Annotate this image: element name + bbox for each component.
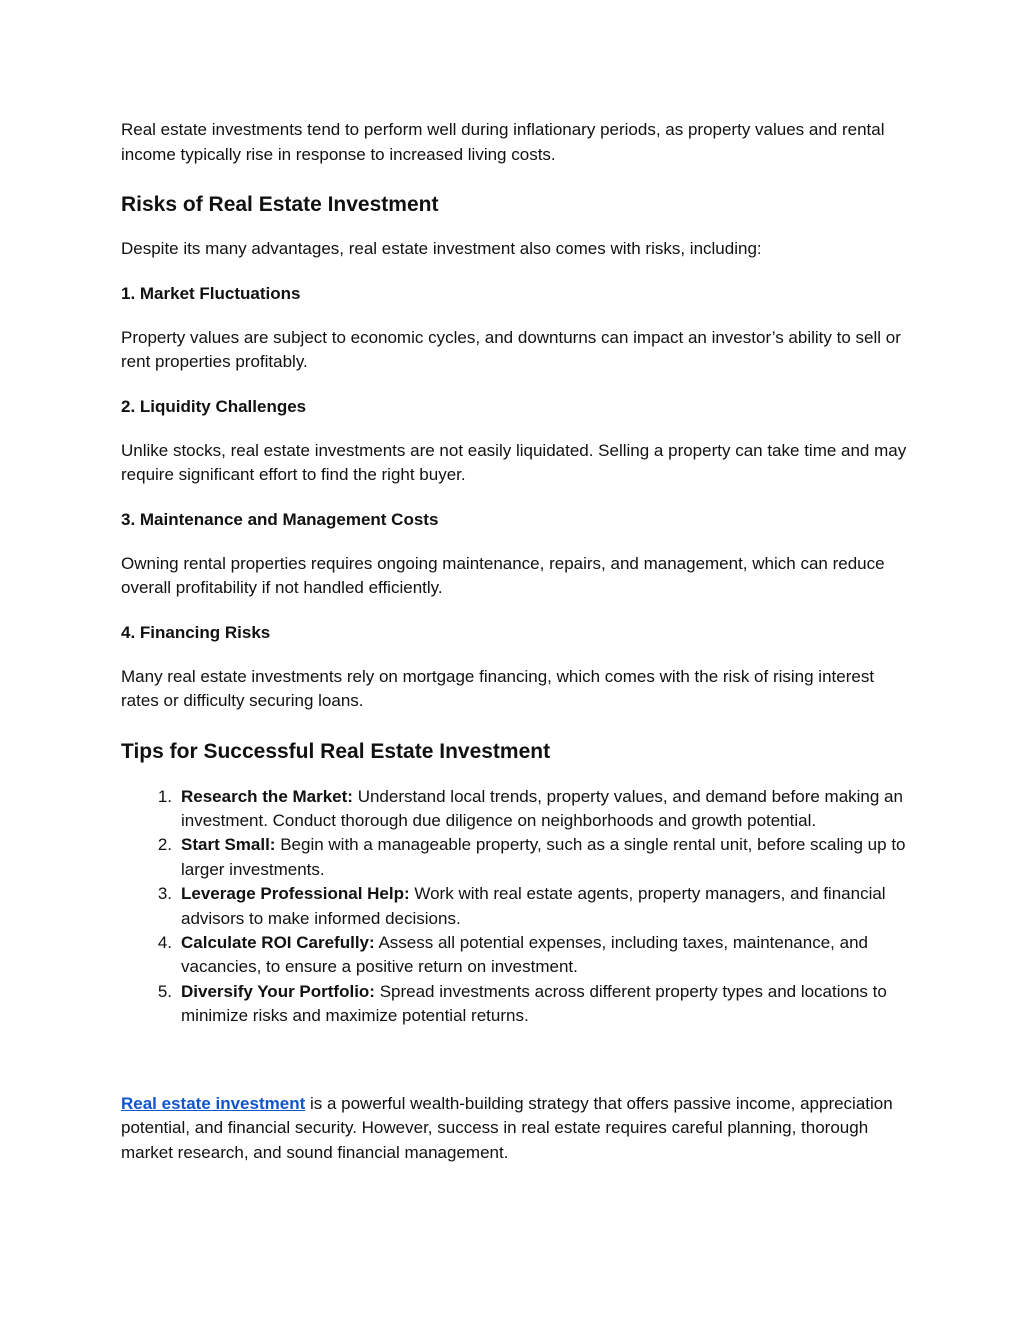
tip-text: Spread investments across different property types and locations to minimize risks and maximize potential returns. [181, 981, 887, 1026]
risk-heading-financing-risks: 4. Financing Risks [121, 622, 271, 642]
intro-paragraph: Real estate investments tend to perform well during inflationary periods, as property values and rental income typically rise in response to increased living costs. [121, 120, 885, 164]
list-number: 4. [157, 932, 172, 952]
risk-text-liquidity-challenges: Unlike stocks, real estate investments are not easily liquidated. Selling a property can take time and may require significant effort to find the right buyer. [121, 440, 907, 484]
conclusion-text: is a powerful wealth-building strategy that offers passive income, appreciation potential, and financial security. However, success in real estate requires careful planning, thorough market research, and sound financial management. [121, 1093, 893, 1162]
tip-text: Understand local trends, property values, and demand before making an investment. Conduct thorough due diligence on neighborhoods and growth potential. [181, 786, 903, 830]
risk-heading-liquidity-challenges: 2. Liquidity Challenges [121, 396, 307, 416]
tips-heading: Tips for Successful Real Estate Investment [121, 739, 551, 763]
tips-list-item [121, 882, 911, 931]
tips-list-item [121, 833, 911, 882]
tips-list-item [121, 931, 911, 980]
tips-list [121, 785, 911, 1029]
risk-heading-market-fluctuations: 1. Market Fluctuations [121, 283, 301, 303]
risks-lead-paragraph: Despite its many advantages, real estate investment also comes with risks, including: [121, 239, 762, 258]
list-number: 1. [157, 786, 172, 806]
tip-text: Begin with a manageable property, such as a single rental unit, before scaling up to larger investments. [181, 835, 906, 879]
list-number: 5. [157, 981, 172, 1001]
risk-text-financing-risks: Many real estate investments rely on mortgage financing, which comes with the risk of rising interest rates or difficulty securing loans. [121, 666, 875, 710]
tip-term: Start Small: [181, 835, 276, 855]
real-estate-investment-link[interactable]: Real estate investment [121, 1093, 306, 1113]
risk-heading-maintenance-costs: 3. Maintenance and Management Costs [121, 509, 439, 529]
document-page [121, 118, 911, 1165]
tip-term: Leverage Professional Help: [181, 884, 410, 904]
risk-text-maintenance-costs: Owning rental properties requires ongoing maintenance, repairs, and management, which can reduce overall profitability if not handled efficiently. [121, 553, 885, 597]
tip-text: Assess all potential expenses, including taxes, maintenance, and vacancies, to ensure a positive return on investment. [181, 932, 868, 977]
list-number: 3. [157, 884, 172, 904]
tips-list-item [121, 785, 911, 834]
risk-text-market-fluctuations: Property values are subject to economic cycles, and downturns can impact an investor’s ability to sell or rent properties profitably. [121, 327, 901, 371]
tips-list-item [121, 980, 911, 1029]
tip-term: Calculate ROI Carefully: [181, 932, 375, 952]
tip-text: Work with real estate agents, property managers, and financial advisors to make informed decisions. [181, 884, 886, 928]
conclusion-paragraph [121, 1092, 911, 1166]
risks-heading: Risks of Real Estate Investment [121, 193, 439, 216]
tip-term: Diversify Your Portfolio: [181, 981, 375, 1001]
list-number: 2. [157, 835, 172, 855]
tip-term: Research the Market: [181, 786, 353, 806]
